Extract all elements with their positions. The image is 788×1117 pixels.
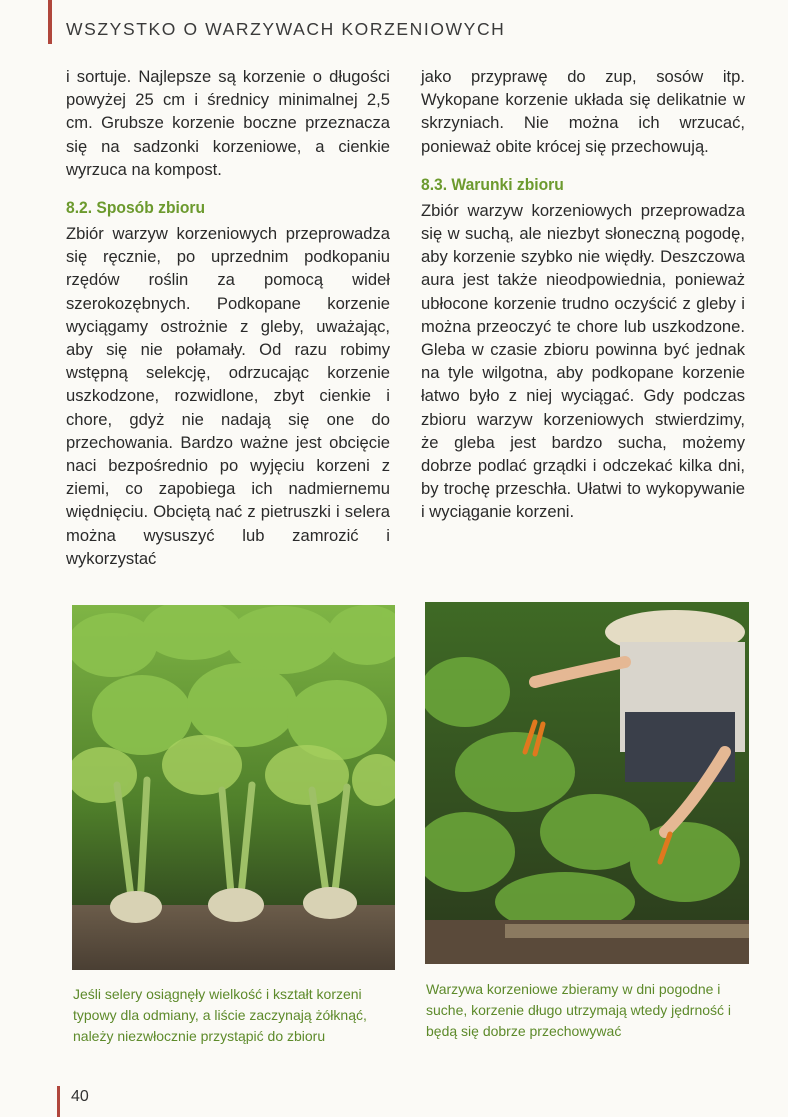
left-column: [66, 65, 390, 570]
continuation-paragraph: jako przyprawę do zup, sosów itp. Wykopane korzenie układa się delikatnie w skrzyniach. Nie można ich wrzucać, ponieważ obite krócej się przechowują.: [421, 67, 745, 156]
section-body-8-3: Zbiór warzyw korzeniowych przeprowadza się w suchą, ale niezbyt słoneczną pogodę, aby korzenie szybko nie więdły. Deszczowa aura jest także nieodpowiednia, ponieważ ubłocone korzenie trudno oczyścić z gleby i można przeoczyć te chore lub uszkodzone. Gleba w czasie zbioru powinna być jednak na tyle wilgotna, aby podkopane korzenie łatwo było z niej wyciągać. Gdy podczas zbioru warzyw korzeniowych stwierdzimy, że gleba jest bardzo sucha, możemy dobrze podlać grządki i odczekać kilka dni, by trochę przeschła. Ułatwi to wykopywanie i wyciąganie korzeni.: [421, 200, 745, 522]
header-accent-bar: [48, 0, 52, 44]
paragraph-gap: [421, 158, 745, 173]
harvest-illustration: [425, 602, 749, 964]
section-body-8-2: Zbiór warzyw korzeniowych przeprowadza się ręcznie, po uprzednim podkopaniu rzędów roślin za pomocą wideł szerokozębnych. Podkopane korzenie wyciągamy ostrożnie z gleby, uważając, aby się nie połamały. Od razu robimy wstępną selekcję, odrzucając korzenie uszkodzone, rozwidlone, zbyt cienkie i chore, gdyż nie nadają się one do przechowania. Bardzo ważne jest obcięcie naci bezpośrednio po wyjęciu korzeni z ziemi, co zapobiega ich nadmiernemu więdnięciu. Obciętą nać z pietruszki i selera można wysuszyć lub zamrozić i wykorzystać: [66, 224, 390, 568]
right-column: [421, 65, 745, 524]
caption-celery: Jeśli selery osiągnęły wielkość i kształt korzeni typowy dla odmiany, a liście zaczynają żółknąć, należy niezwłocznie przystąpić do zbioru: [73, 986, 367, 1044]
running-head: WSZYSTKO O WARZYWACH KORZENIOWYCH: [66, 19, 506, 39]
celery-illustration: [72, 605, 395, 970]
section-heading-8-2: 8.2. Sposób zbioru: [66, 198, 206, 218]
harvest-photo: [425, 602, 749, 964]
celery-photo: [72, 605, 395, 970]
section-heading-8-3: 8.3. Warunki zbioru: [421, 174, 564, 194]
caption-harvest: Warzywa korzeniowe zbieramy w dni pogodne i suche, korzenie długo utrzymają wtedy jędrność i będą się dobrze przechowywać: [426, 981, 732, 1039]
paragraph-gap: [66, 181, 390, 196]
page-number: 40: [71, 1088, 89, 1105]
folio-accent-bar: [57, 1086, 60, 1117]
intro-paragraph: i sortuje. Najlepsze są korzenie o długości powyżej 25 cm i średnicy minimalnej 2,5 cm. Grubsze korzenie boczne przeznacza się na sadzonki korzeniowe, a cienkie wyrzuca na kompost.: [66, 67, 390, 179]
